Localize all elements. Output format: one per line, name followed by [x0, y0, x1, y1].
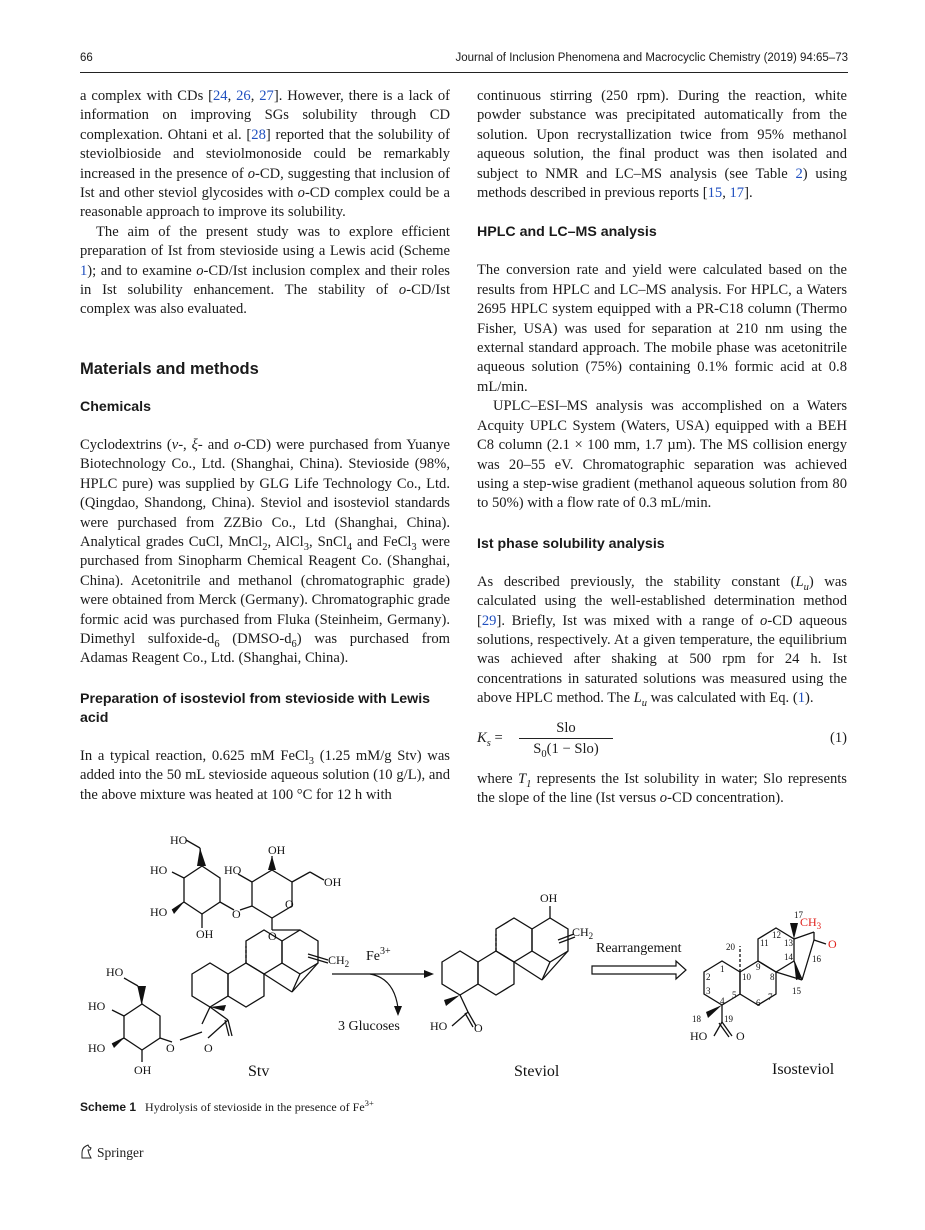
- ref-link-17[interactable]: 17: [729, 185, 745, 202]
- label-rearrangement: Rearrangement: [596, 941, 682, 956]
- svg-text:20: 20: [726, 942, 735, 952]
- svg-text:CH2: $CH_2$: [328, 953, 350, 969]
- svg-text:HO: HO: [106, 965, 124, 979]
- svg-text:13: 13: [784, 938, 793, 948]
- svg-text:19: 19: [724, 1014, 733, 1024]
- solubility-paragraph: As described previously, the stability constant $(L_u)$ was calculated using the well-established determination method [29]. Briefly, Ist was mixed with a range of o-CD aqueous solutions, respectively. At a given temperature, the equilibrium was achieved after shaking at 500 rpm for 24 h. Ist concentrations in saturated solutions was measured using the above HPLC method. The $L_u$ was calculated with Eq. (1).: [477, 573, 847, 710]
- svg-text:17: 17: [794, 910, 803, 920]
- left-column: [80, 87, 450, 805]
- steviol-wedges: [444, 995, 460, 1006]
- page-header: [80, 50, 848, 73]
- label-isosteviol: Isosteviol: [772, 1061, 835, 1078]
- svg-text:O: O: [268, 929, 277, 943]
- svg-text:O: O: [828, 937, 837, 951]
- svg-text:9: 9: [756, 962, 761, 972]
- svg-text:O: O: [204, 1041, 213, 1055]
- scheme-hydrolysis-diagram: [80, 822, 848, 1090]
- subsection-heading-solubility: Ist phase solubility analysis: [477, 535, 665, 552]
- ref-link-15[interactable]: 15: [707, 185, 723, 202]
- scheme-caption-text: Hydrolysis of stevioside in the presence of Fe: [145, 1100, 365, 1114]
- right-column: [477, 87, 847, 808]
- svg-text:8: 8: [770, 972, 775, 982]
- svg-text:16: 16: [812, 954, 821, 964]
- journal-citation: Journal of Inclusion Phenomena and Macrocyclic Chemistry (2019) 94:65–73: [455, 52, 848, 64]
- label-stv: Stv: [248, 1063, 270, 1080]
- stevioside-structure: [112, 840, 328, 1062]
- hplc-paragraph-2: UPLC–ESI–MS analysis was accomplished on a Waters Acquity UPLC System (Waters, USA) equipped with a BEH C8 column (2.1 × 100 mm, 1.7 µm). The MS collision energy was 20–55 eV. Chromatographic separation was achieved using a step-wise gradient (methanol aqueous solution from 80 to 50%) with a flow rate of 0.3 mL/min.: [477, 398, 847, 512]
- page-number: 66: [80, 52, 93, 64]
- svg-text:OH: OH: [540, 891, 558, 905]
- scheme-link-1[interactable]: 1: [80, 262, 88, 279]
- ref-link-29[interactable]: 29: [481, 612, 497, 629]
- ref-link-27[interactable]: 27: [259, 88, 274, 104]
- svg-text:OH: OH: [324, 875, 342, 889]
- stevioside-labels: [88, 833, 349, 1080]
- svg-text:O: O: [285, 897, 294, 911]
- equation-link-1[interactable]: 1: [797, 690, 806, 707]
- svg-text:HO: HO: [88, 999, 106, 1013]
- svg-text:CH3: $CH_3$: [800, 915, 822, 931]
- springer-horse-icon: [80, 1144, 93, 1159]
- svg-text:HO: HO: [224, 863, 242, 877]
- svg-text:18: 18: [692, 1014, 701, 1024]
- svg-text:2: 2: [706, 972, 711, 982]
- subsection-heading-chemicals: Chemicals: [80, 398, 151, 415]
- svg-text:15: 15: [792, 986, 801, 996]
- page-footer: [80, 1144, 144, 1161]
- svg-text:6: 6: [756, 998, 761, 1008]
- svg-text:CH2: $CH_2$: [572, 925, 594, 941]
- scheme-caption-label: Scheme 1: [80, 1100, 137, 1114]
- intro-paragraph-2: The aim of the present study was to explore efficient preparation of Ist from stevioside using a Lewis acid (Scheme 1); and to examine o-CD/Ist inclusion complex and their roles in Ist solubility enhancement. The stability of o-CD/Ist complex was also evaluated.: [80, 223, 450, 318]
- section-heading-materials: Materials and methods: [80, 359, 259, 378]
- label-steviol: Steviol: [514, 1063, 560, 1080]
- intro-paragraph-1: a complex with CDs [24, 26, 27]. However, there is a lack of information on improving SGs solubility through CD complexation. Ohtani et al. [28] reported that the solubility of steviolbioside and steviolmonoside could be remarkably increased in the presence of o-CD, suggesting that inclusion of Ist and other steviol glycosides with o-CD complex could be a reasonable approach to improve its solubility.: [80, 88, 451, 221]
- svg-text:7: 7: [768, 992, 773, 1002]
- equation-lhs: $K_s$ =: [477, 729, 503, 749]
- svg-text:12: 12: [772, 930, 781, 940]
- ref-link-24[interactable]: 24: [213, 88, 228, 104]
- svg-text:4: 4: [720, 996, 725, 1006]
- svg-text:HO: HO: [150, 905, 168, 919]
- label-fe3: $Fe^{3+}$: [366, 946, 391, 964]
- isosteviol-structure: [704, 928, 814, 1037]
- svg-text:O: O: [474, 1021, 483, 1035]
- preparation-paragraph: In a typical reaction, 0.625 mM FeCl$_3$ (1.25 mM/g Stv) was added into the 50 mL stevioside aqueous solution (10 g/L), and the above mixture was heated at 100 °C for 12 h with: [80, 747, 450, 803]
- equation-denominator: $S_0(1 - Slo)$: [533, 740, 599, 760]
- svg-text:OH: OH: [268, 843, 286, 857]
- ref-link-28[interactable]: 28: [251, 126, 266, 143]
- preparation-continued-paragraph: continuous stirring (250 rpm). During the reaction, white powder substance was precipitated automatically from the solution. Upon recrystallization twice from 95% methanol aqueous solution, the final product was then isolated and subject to NMR and LC–MS analysis (see Table 2) using methods described in previous reports [15, 17].: [477, 88, 847, 202]
- hplc-paragraph-1: The conversion rate and yield were calculated based on the results from HPLC and LC–MS analysis. For HPLC, a Waters 2695 HPLC system equipped with a PR-C18 column (Thermo Fisher, USA) was used for separation at 210 nm using the external standard approach. The mobile phase was acetonitrile aqueous solution (75%) containing 0.1% formic acid at 0.8 mL/min.: [477, 262, 847, 395]
- svg-text:HO: HO: [430, 1019, 448, 1033]
- reaction-arrow-2: [592, 941, 686, 979]
- chemicals-paragraph: Cyclodextrins (ν-, ξ- and o-CD) were purchased from Yuanye Biotechnology Co., Ltd. (Shanghai, China). Stevioside (98%, HPLC pure) was supplied by GLG Life Technology Co., Ltd. (Qingdao, Shandong, China). Steviol and isosteviol standards were purchased from ZZBio Co., Ltd (Shanghai, China). Analytical grades CuCl, MnCl$_2$, AlCl$_3$, SnCl$_4$ and FeCl$_3$ were purchased from Sinopharm Chemical Reagent Co. (Shanghai, China). Acetonitrile and methanol (chromatographic grade) were obtained from Merck (Germany). Chromatographic grade formic acid was purchased from Fluka (Steinheim, Germany). Dimethyl sulfoxide-$d_6$ $(DMSO-d_6)$ was purchased from Adamas Reagent Co., Ltd. (Shanghai, China).: [80, 436, 451, 667]
- svg-text:HO: HO: [690, 1029, 708, 1043]
- after-equation-paragraph: where $T_1$ represents the Ist solubility in water; Slo represents the slope of the line (Ist versus o-CD concentration).: [477, 770, 847, 806]
- svg-text:1: 1: [720, 964, 725, 974]
- publisher-name: Springer: [97, 1145, 144, 1160]
- svg-text:HO: HO: [88, 1041, 106, 1055]
- svg-text:O: O: [166, 1041, 175, 1055]
- equation-fraction: [519, 718, 613, 760]
- svg-text:10: 10: [742, 972, 751, 982]
- stevioside-wedges: [112, 848, 276, 1048]
- svg-text:O: O: [232, 907, 241, 921]
- equation-numerator: Slo: [519, 718, 613, 739]
- svg-text:3: 3: [706, 986, 711, 996]
- table-link-2[interactable]: 2: [795, 165, 803, 182]
- svg-text:5: 5: [732, 990, 737, 1000]
- svg-text:14: 14: [784, 952, 793, 962]
- subsection-heading-preparation: Preparation of isosteviol from stevioside with Lewis acid: [80, 690, 431, 726]
- steviol-structure: [442, 906, 575, 1027]
- svg-text:OH: OH: [196, 927, 214, 941]
- equation-1: [477, 718, 847, 762]
- svg-text:O: O: [736, 1029, 745, 1043]
- svg-text:OH: OH: [134, 1063, 152, 1077]
- ref-link-26[interactable]: 26: [236, 88, 251, 104]
- label-glucoses: 3 Glucoses: [338, 1019, 400, 1034]
- subsection-heading-hplc: HPLC and LC–MS analysis: [477, 224, 657, 241]
- svg-text:HO: HO: [150, 863, 168, 877]
- svg-text:HO: HO: [170, 833, 188, 847]
- svg-text:11: 11: [760, 938, 769, 948]
- equation-number: (1): [829, 729, 847, 746]
- scheme-caption: Scheme 1 Hydrolysis of stevioside in the presence of $Fe^{3+}$: [80, 1098, 374, 1114]
